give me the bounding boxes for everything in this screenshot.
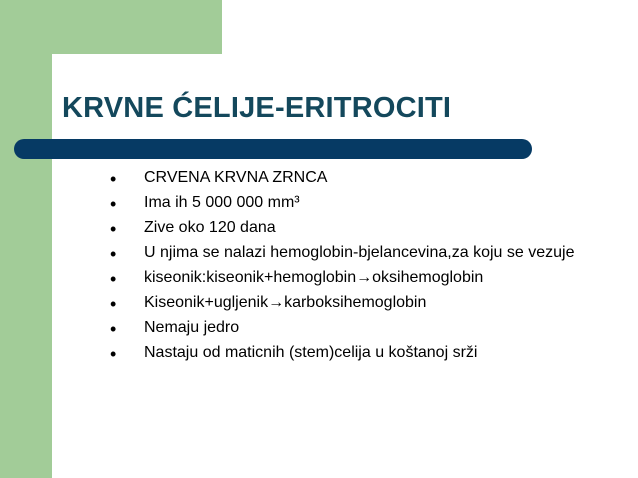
bullet-text: Ima ih 5 000 000 mm³ xyxy=(144,194,300,211)
bullet-icon: • xyxy=(110,344,117,364)
bullet-icon: • xyxy=(110,244,117,264)
bullet-text: U njima se nalazi hemoglobin-bjelancevina,za koju se vezuje xyxy=(144,244,575,261)
bullet-text: kiseonik:kiseonik+hemoglobin→oksihemoglobin xyxy=(144,269,484,286)
left-green-bar xyxy=(0,0,52,478)
bullet-list xyxy=(110,168,610,368)
bullet-icon: • xyxy=(110,269,117,289)
bullet-item xyxy=(110,343,610,363)
bullet-item xyxy=(110,268,610,288)
bullet-item xyxy=(110,218,610,238)
bullet-item xyxy=(110,293,610,313)
bullet-text: Zive oko 120 dana xyxy=(144,219,276,236)
bullet-text: Nemaju jedro xyxy=(144,319,240,336)
bullet-item xyxy=(110,193,610,213)
bullet-icon: • xyxy=(110,294,117,314)
bullet-item xyxy=(110,243,610,263)
top-green-block xyxy=(0,0,222,54)
slide-title: KRVNE ĆELIJE-ERITROCITI xyxy=(62,92,452,124)
title-underline-bar xyxy=(14,139,532,159)
bullet-icon: • xyxy=(110,319,117,339)
bullet-item xyxy=(110,168,610,188)
bullet-item xyxy=(110,318,610,338)
bullet-icon: • xyxy=(110,219,117,239)
bullet-text: Kiseonik+ugljenik→karboksihemoglobin xyxy=(144,294,427,311)
bullet-icon: • xyxy=(110,169,117,189)
bullet-icon: • xyxy=(110,194,117,214)
bullet-text: Nastaju od maticnih (stem)celija u koštanoj srži xyxy=(144,344,478,361)
bullet-text: CRVENA KRVNA ZRNCA xyxy=(144,169,328,186)
